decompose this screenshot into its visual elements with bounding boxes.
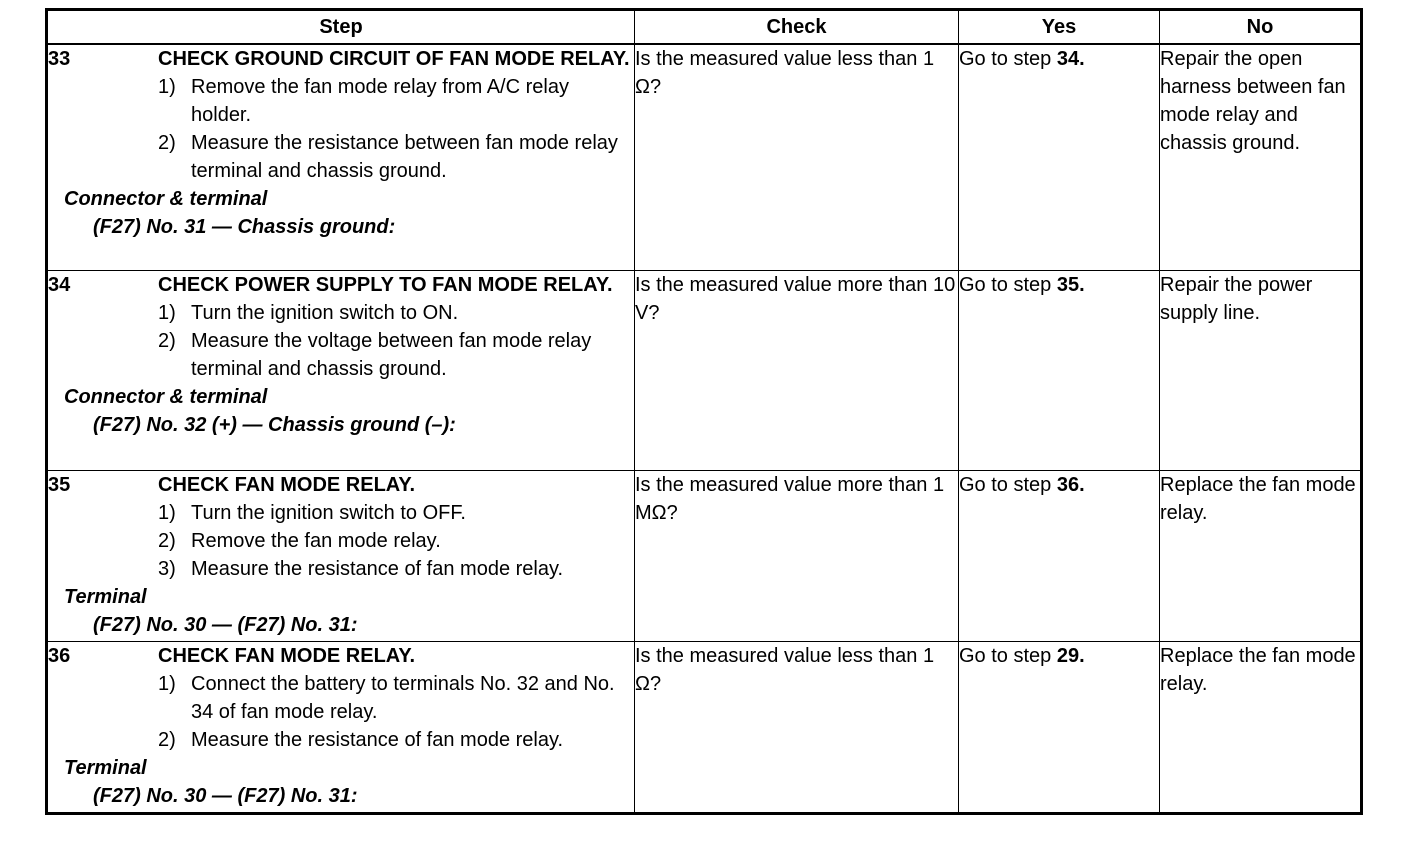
step-cell xyxy=(47,471,635,642)
substep: 2) Measure the resistance between fan mode relay terminal and chassis ground. xyxy=(158,132,618,182)
step-number: 36 xyxy=(48,645,71,667)
substep: 1) Turn the ignition switch to OFF. xyxy=(158,502,466,524)
connector-value: (F27) No. 32 (+) — Chassis ground (–): xyxy=(93,414,456,436)
table-row-step-33 xyxy=(47,44,1362,271)
substep: 3) Measure the resistance of fan mode relay. xyxy=(158,558,564,580)
step-title: CHECK FAN MODE RELAY. xyxy=(158,474,416,496)
header-yes: Yes xyxy=(959,10,1160,45)
step-title: CHECK GROUND CIRCUIT OF FAN MODE RELAY. xyxy=(158,48,630,70)
substep: 1) Connect the battery to terminals No. 32 and No. 34 of fan mode relay. xyxy=(158,673,615,723)
substep: 2) Measure the resistance of fan mode relay. xyxy=(158,729,564,751)
table-row-step-35 xyxy=(47,471,1362,642)
check-cell: Is the measured value less than 1 Ω? xyxy=(635,642,959,814)
step-cell xyxy=(47,44,635,271)
terminal-heading: Terminal xyxy=(64,757,147,779)
substep: 2) Remove the fan mode relay. xyxy=(158,530,441,552)
connector-heading: Connector & terminal xyxy=(64,188,268,210)
no-cell: Replace the fan mode relay. xyxy=(1160,642,1362,814)
step-number: 33 xyxy=(48,48,71,70)
step-cell xyxy=(47,642,635,814)
substep: 1) Remove the fan mode relay from A/C relay holder. xyxy=(158,76,569,126)
yes-step-number: 34 xyxy=(1056,48,1080,70)
diagnostic-table xyxy=(45,8,1363,815)
yes-step-number: 35 xyxy=(1056,274,1080,296)
yes-cell: Go to step 35. xyxy=(959,271,1160,471)
step-number: 35 xyxy=(48,474,71,496)
yes-step-number: 29 xyxy=(1056,645,1080,667)
header-row xyxy=(47,10,1362,45)
yes-cell: Go to step 34. xyxy=(959,44,1160,271)
header-step: Step xyxy=(47,10,635,45)
step-cell xyxy=(47,271,635,471)
terminal-value: (F27) No. 30 — (F27) No. 31: xyxy=(93,614,358,636)
no-cell: Repair the power supply line. xyxy=(1160,271,1362,471)
yes-step-number: 36 xyxy=(1056,474,1080,496)
step-number: 34 xyxy=(48,274,71,296)
table-row-step-34 xyxy=(47,271,1362,471)
check-cell: Is the measured value more than 1 MΩ? xyxy=(635,471,959,642)
no-cell: Replace the fan mode relay. xyxy=(1160,471,1362,642)
no-cell: Repair the open harness between fan mode relay and chassis ground. xyxy=(1160,44,1362,271)
header-check: Check xyxy=(635,10,959,45)
substep: 1) Turn the ignition switch to ON. xyxy=(158,302,459,324)
step-title: CHECK POWER SUPPLY TO FAN MODE RELAY. xyxy=(158,274,613,296)
connector-heading: Connector & terminal xyxy=(64,386,268,408)
terminal-value: (F27) No. 30 — (F27) No. 31: xyxy=(93,785,358,807)
yes-cell: Go to step 36. xyxy=(959,471,1160,642)
terminal-heading: Terminal xyxy=(64,586,147,608)
step-title: CHECK FAN MODE RELAY. xyxy=(158,645,416,667)
connector-value: (F27) No. 31 — Chassis ground: xyxy=(93,216,396,238)
header-no: No xyxy=(1160,10,1362,45)
yes-cell: Go to step 29. xyxy=(959,642,1160,814)
substep: 2) Measure the voltage between fan mode relay terminal and chassis ground. xyxy=(158,330,592,380)
check-cell: Is the measured value more than 10 V? xyxy=(635,271,959,471)
table-row-step-36 xyxy=(47,642,1362,814)
check-cell: Is the measured value less than 1 Ω? xyxy=(635,44,959,271)
